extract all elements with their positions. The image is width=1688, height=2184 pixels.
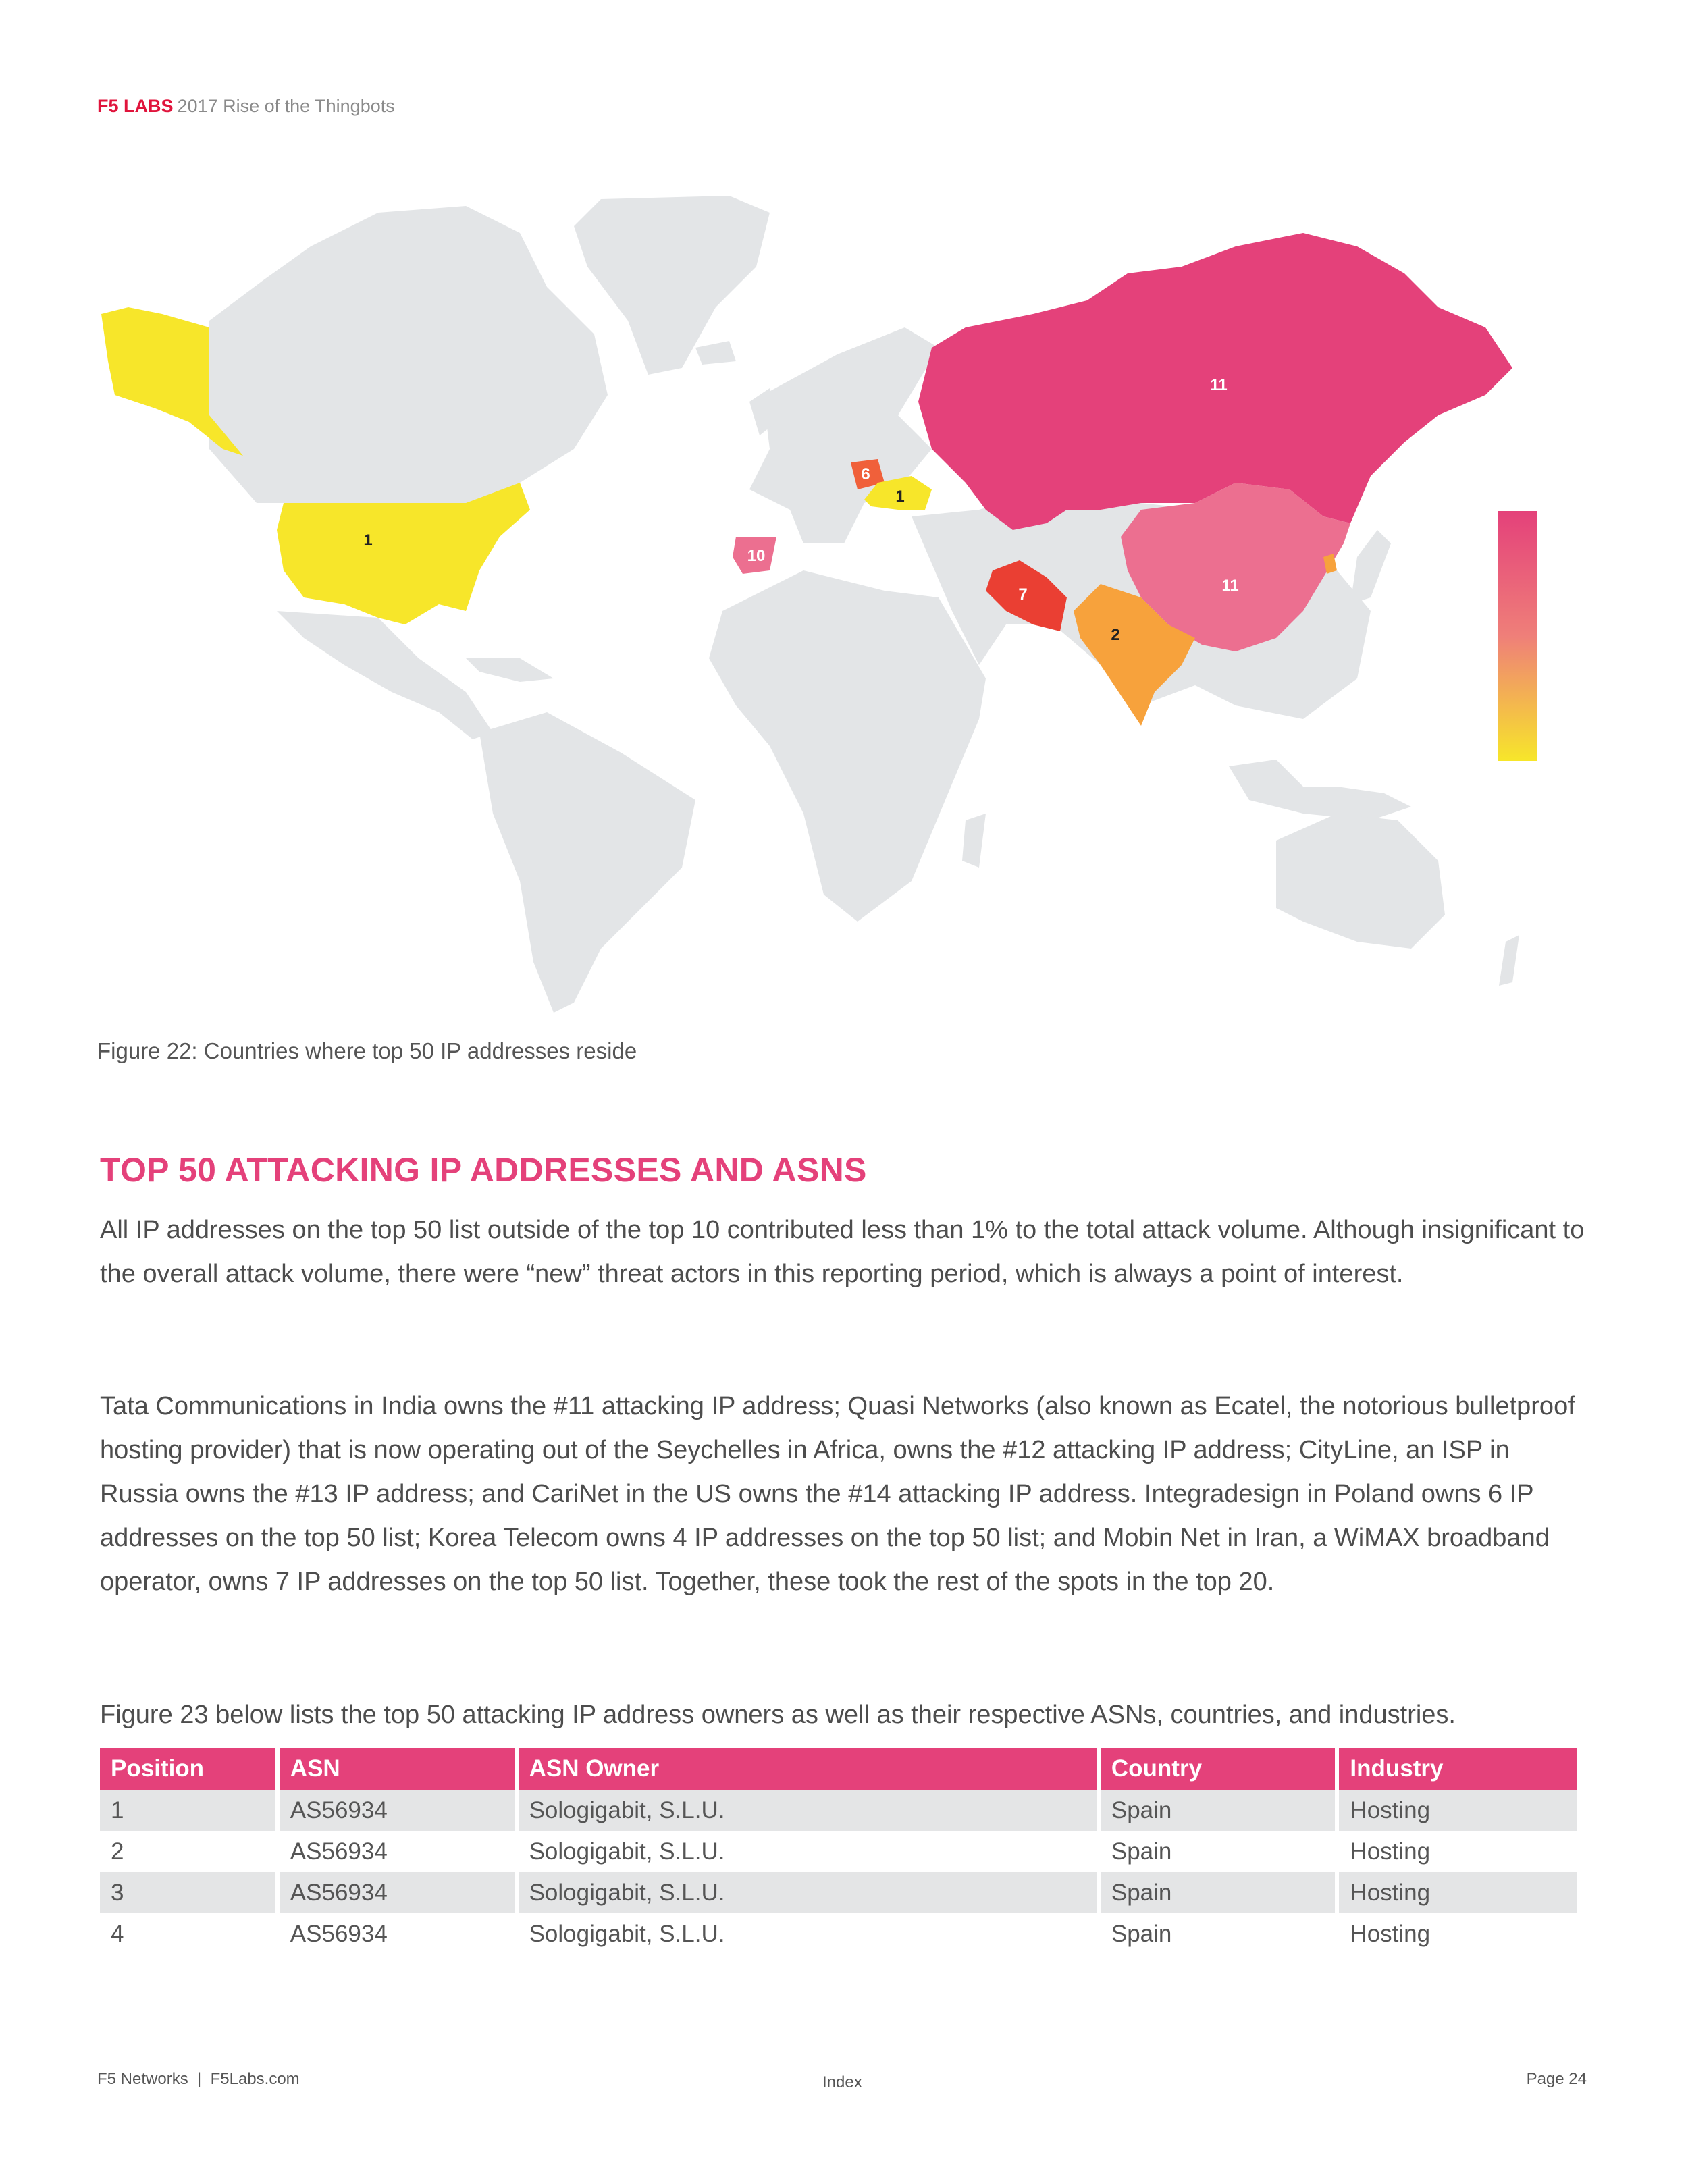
cell-asn-owner: Sologigabit, S.L.U.	[529, 1920, 725, 1947]
cell-position: 3	[100, 1872, 275, 1913]
footer-company: F5 Networks | F5Labs.com	[97, 2070, 300, 2088]
cell-industry: Hosting	[1339, 1790, 1577, 1831]
label-india: 2	[1111, 626, 1120, 644]
paragraph-2: Tata Communications in India owns the #11 attacking IP address; Quasi Networks (also known as Ecatel, the notorious bulletproof hosting provider) that is now operating out of the Seychelles in Africa, owns the #12 attacking IP address; CityLine, an ISP in Russia owns the #13 IP address; and CariNet in the US owns the #14 attacking IP address. Integradesign in Poland owns 6 IP addresses on the top 50 list; Korea Telecom owns 4 IP addresses on the top 50 list; and Mobin Net in Iran, a WiMAX broadband operator, owns 7 IP addresses on the top 50 list. Together, these took the rest of the spots in the top 20.	[100, 1392, 1575, 1596]
mexico-shape	[277, 611, 493, 739]
footer-page-number: Page 24	[1526, 2070, 1587, 2088]
label-usa: 1	[363, 531, 373, 550]
asn-table	[96, 1748, 1581, 1954]
cell-asn-owner: Sologigabit, S.L.U.	[519, 1790, 1097, 1831]
table-row	[100, 1913, 1577, 1954]
label-spain: 10	[747, 547, 766, 565]
cell-country: Spain	[1101, 1872, 1336, 1913]
cell-asn: AS56934	[290, 1838, 388, 1865]
page-header	[97, 96, 395, 117]
header-asn-owner: ASN Owner	[519, 1748, 1097, 1790]
header-industry: Industry	[1339, 1748, 1577, 1790]
cell-industry: Hosting	[1350, 1920, 1431, 1947]
africa-shape	[709, 570, 986, 922]
label-iran: 7	[1018, 585, 1028, 604]
cell-country: Spain	[1101, 1790, 1336, 1831]
cell-position: 2	[111, 1838, 124, 1865]
usa-shape	[277, 483, 530, 624]
section-title: TOP 50 ATTACKING IP ADDRESSES AND ASNS	[100, 1151, 867, 1189]
header-country: Country	[1101, 1748, 1336, 1790]
south-america-shape	[479, 712, 695, 1013]
cell-industry: Hosting	[1350, 1838, 1431, 1865]
indonesia-shape	[1229, 760, 1411, 820]
paragraph-3: Figure 23 below lists the top 50 attacking IP address owners as well as their respective ASNs, countries, and industries.	[100, 1701, 1456, 1729]
header-position: Position	[100, 1748, 275, 1790]
label-russia: 11	[1210, 376, 1228, 394]
canada-shape	[209, 206, 608, 510]
cell-country: Spain	[1111, 1838, 1172, 1865]
paragraph-1: All IP addresses on the top 50 list outside of the top 10 contributed less than 1% to the total attack volume. Although insignificant to the overall attack volume, there were “new” threat actors in this reporting period, which is always a point of interest.	[100, 1216, 1585, 1288]
new-zealand-shape	[1499, 935, 1519, 986]
header-asn: ASN	[280, 1748, 515, 1790]
caribbean-shape	[466, 658, 554, 682]
table-row	[100, 1790, 1577, 1831]
madagascar-shape	[962, 814, 986, 868]
brand-label: F5 LABS	[97, 96, 174, 116]
label-poland: 6	[861, 465, 870, 483]
australia-shape	[1276, 814, 1445, 949]
table-header-row	[100, 1748, 1577, 1790]
iceland-shape	[695, 341, 736, 365]
cell-asn: AS56934	[280, 1872, 515, 1913]
table-row	[100, 1831, 1577, 1872]
footer-index-link[interactable]: Index	[822, 2073, 862, 2092]
japan-shape	[1350, 530, 1391, 604]
cell-asn: AS56934	[290, 1920, 388, 1947]
legend-color-scale	[1498, 511, 1537, 761]
cell-country: Spain	[1111, 1920, 1172, 1947]
cell-asn-owner: Sologigabit, S.L.U.	[519, 1872, 1097, 1913]
cell-asn: AS56934	[280, 1790, 515, 1831]
table-row	[100, 1872, 1577, 1913]
cell-industry: Hosting	[1339, 1872, 1577, 1913]
greenland-shape	[574, 196, 770, 375]
report-title: 2017 Rise of the Thingbots	[177, 96, 395, 116]
cell-position: 4	[111, 1920, 124, 1947]
label-china: 11	[1221, 577, 1239, 595]
cell-position: 1	[100, 1790, 275, 1831]
figure-caption: Figure 22: Countries where top 50 IP addresses reside	[97, 1038, 637, 1063]
cell-asn-owner: Sologigabit, S.L.U.	[529, 1838, 725, 1865]
world-map	[88, 192, 1600, 1019]
label-ukraine: 1	[895, 487, 905, 506]
europe-shape	[749, 327, 939, 543]
